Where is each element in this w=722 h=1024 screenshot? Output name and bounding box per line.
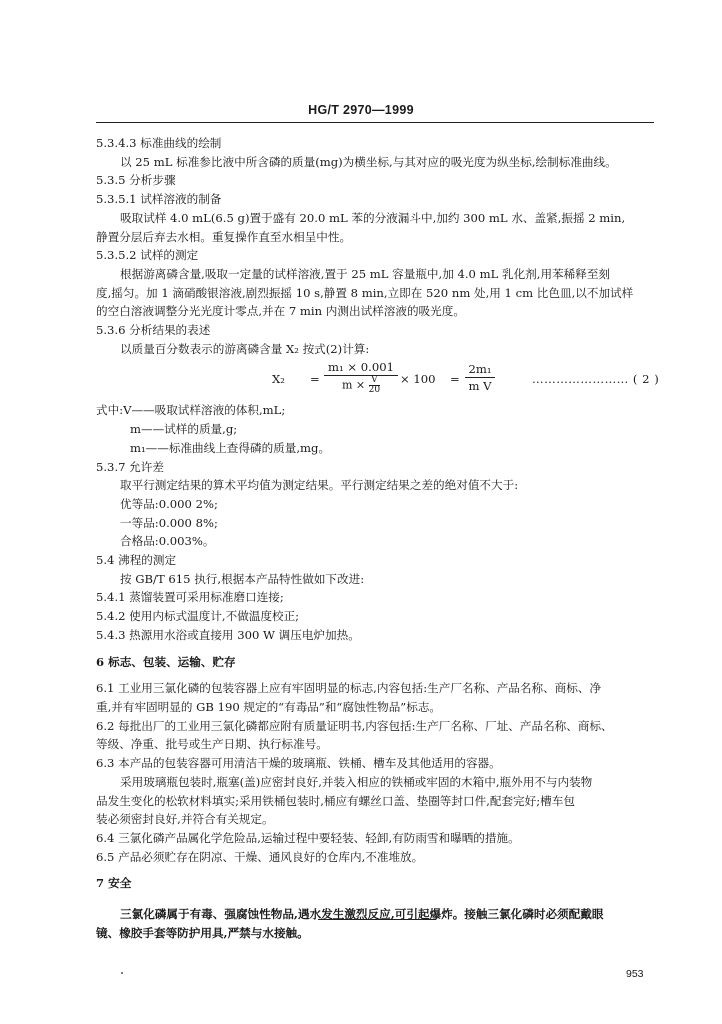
paragraph-line: 取平行测定结果的算术平均值为测定结果。平行测定结果之差的绝对值不大于: — [120, 478, 519, 493]
formula-numerator-1: m₁ × 0.001 — [324, 359, 398, 376]
clause-5-4-1: 5.4.1 蒸馏装置可采用标准磨口连接; — [96, 590, 284, 605]
grade-premium: 优等品:0.000 2%; — [120, 496, 218, 511]
clause-6-3: 6.3 本产品的包装容器可用清洁干燥的玻璃瓶、铁桶、槽车及其他适用的容器。 — [96, 756, 501, 771]
paragraph-line: 品发生变化的松软材料填实;采用铁桶包装时,桶应有螺丝口盖、垫圈等封口件,配套完好;槽车包 — [96, 793, 575, 808]
clause-5-4-heading: 5.4 沸程的测定 — [96, 553, 177, 568]
paragraph-line: 根据游离磷含量,吸取一定量的试样溶液,置于 25 mL 容量瓶中,加 4.0 mL 乳化剂,用苯稀释至刻 — [120, 266, 611, 281]
grade-qualified: 合格品:0.003%。 — [120, 534, 215, 549]
scan-speck — [121, 972, 123, 974]
section-6-heading: 6 标志、包装、运输、贮存 — [96, 654, 236, 669]
formula-fraction-2 — [465, 361, 495, 394]
clause-5-3-4-3-heading: 5.3.4.3 标准曲线的绘制 — [96, 136, 222, 150]
formula-numerator-2: 2m₁ — [465, 361, 495, 378]
clause-6-1: 6.1 工业用三氯化磷的包装容器上应有牢固明显的标志,内容包括:生产厂名称、产品名称、商标、净 — [96, 681, 602, 696]
section-7-heading: 7 安全 — [96, 876, 132, 891]
where-item-m1: m₁——标准曲线上查得磷的质量,mg。 — [130, 440, 331, 455]
paragraph-line: 吸取试样 4.0 mL(6.5 g)置于盛有 20.0 mL 苯的分液漏斗中,加约 300 mL 水、盖紧,振摇 2 min, — [120, 210, 626, 225]
formula-denominator-left: m × — [341, 378, 366, 392]
formula-sub-top: V — [369, 376, 380, 386]
formula-denominator-1 — [324, 376, 398, 395]
clause-5-4-3: 5.4.3 热源用水浴或直接用 300 W 调压电炉加热。 — [96, 627, 360, 642]
clause-5-3-5-heading: 5.3.5 分析步骤 — [96, 173, 176, 188]
formula-sub-bottom: 20 — [368, 385, 381, 396]
document-body — [96, 134, 660, 942]
formula-times-100: × 100 — [400, 372, 436, 387]
clause-5-3-7-heading: 5.3.7 允许差 — [96, 459, 164, 474]
paragraph-line: 度,摇匀。加 1 滴硝酸银溶液,剧烈振摇 10 s,静置 8 min,立即在 520 nm 处,用 1 cm 比色皿,以不加试样 — [96, 285, 634, 300]
paragraph-line: 等级、净重、批号或生产日期、执行标准号。 — [96, 737, 328, 752]
standard-code-header: HG/T 2970—1999 — [308, 103, 414, 117]
clause-6-5: 6.5 产品必须贮存在阴凉、干燥、通风良好的仓库内,不准堆放。 — [96, 849, 424, 864]
clause-5-3-5-2-heading: 5.3.5.2 试样的测定 — [96, 248, 199, 263]
paragraph-line: 装必须密封良好,并符合有关规定。 — [96, 812, 274, 827]
formula-number: …………………… ( 2 ) — [532, 372, 660, 387]
formula-fraction-1 — [324, 359, 398, 395]
where-item-m: m——试样的质量,g; — [130, 422, 238, 437]
clause-5-4-2: 5.4.2 使用内标式温度计,不做温度校正; — [96, 609, 300, 624]
header-rule — [96, 122, 654, 123]
paragraph-line: 重,并有牢固明显的 GB 190 规定的“有毒品”和“腐蚀性物品”标志。 — [96, 699, 442, 714]
paragraph-line: 按 GB/T 615 执行,根据本产品特性做如下改进: — [120, 571, 365, 586]
clause-6-2: 6.2 每批出厂的工业用三氯化磷都应附有质量证明书,内容包括:生产厂名称、厂址、产品名称、商标、 — [96, 718, 613, 733]
safety-paragraph-line: 三氯化磷属于有毒、强腐蚀性物品,遇水发生激烈反应,可引起爆炸。接触三氯化磷时必须配戴眼 — [120, 907, 604, 922]
grade-first: 一等品:0.000 8%; — [120, 515, 218, 530]
clause-5-3-5-1-heading: 5.3.5.1 试样溶液的制备 — [96, 192, 222, 207]
paragraph-line: 以质量百分数表示的游离磷含量 X₂ 按式(2)计算: — [120, 341, 370, 356]
formula-sub-fraction — [369, 376, 380, 395]
formula-equals-2: = — [450, 372, 460, 387]
formula-equals: = — [310, 372, 320, 387]
formula-2 — [96, 359, 660, 399]
paragraph-line: 以 25 mL 标准参比液中所含磷的质量(mg)为横坐标,与其对应的吸光度为纵坐标,绘制标准曲线。 — [120, 154, 617, 169]
clause-5-3-6-heading: 5.3.6 分析结果的表述 — [96, 323, 211, 338]
clause-6-4: 6.4 三氯化磷产品属化学危险品,运输过程中要轻装、轻卸,有防雨雪和曝晒的措施。 — [96, 830, 520, 845]
paragraph-line: 静置分层后弃去水相。重复操作直至水相呈中性。 — [96, 229, 352, 244]
formula-lhs: X₂ — [272, 372, 285, 387]
page-number: 953 — [626, 968, 644, 980]
where-clause: 式中:V——吸取试样溶液的体积,mL; — [96, 403, 286, 418]
safety-paragraph-line: 镜、橡胶手套等防护用具,严禁与水接触。 — [96, 925, 309, 940]
paragraph-line: 的空白溶液调整分光光度计零点,并在 7 min 内测出试样溶液的吸光度。 — [96, 304, 465, 319]
paragraph-line: 采用玻璃瓶包装时,瓶塞(盖)应密封良好,并装入相应的铁桶或牢固的木箱中,瓶外用不与内装物 — [120, 774, 593, 789]
footer-rule — [318, 919, 436, 920]
formula-denominator-2: m V — [468, 379, 492, 394]
